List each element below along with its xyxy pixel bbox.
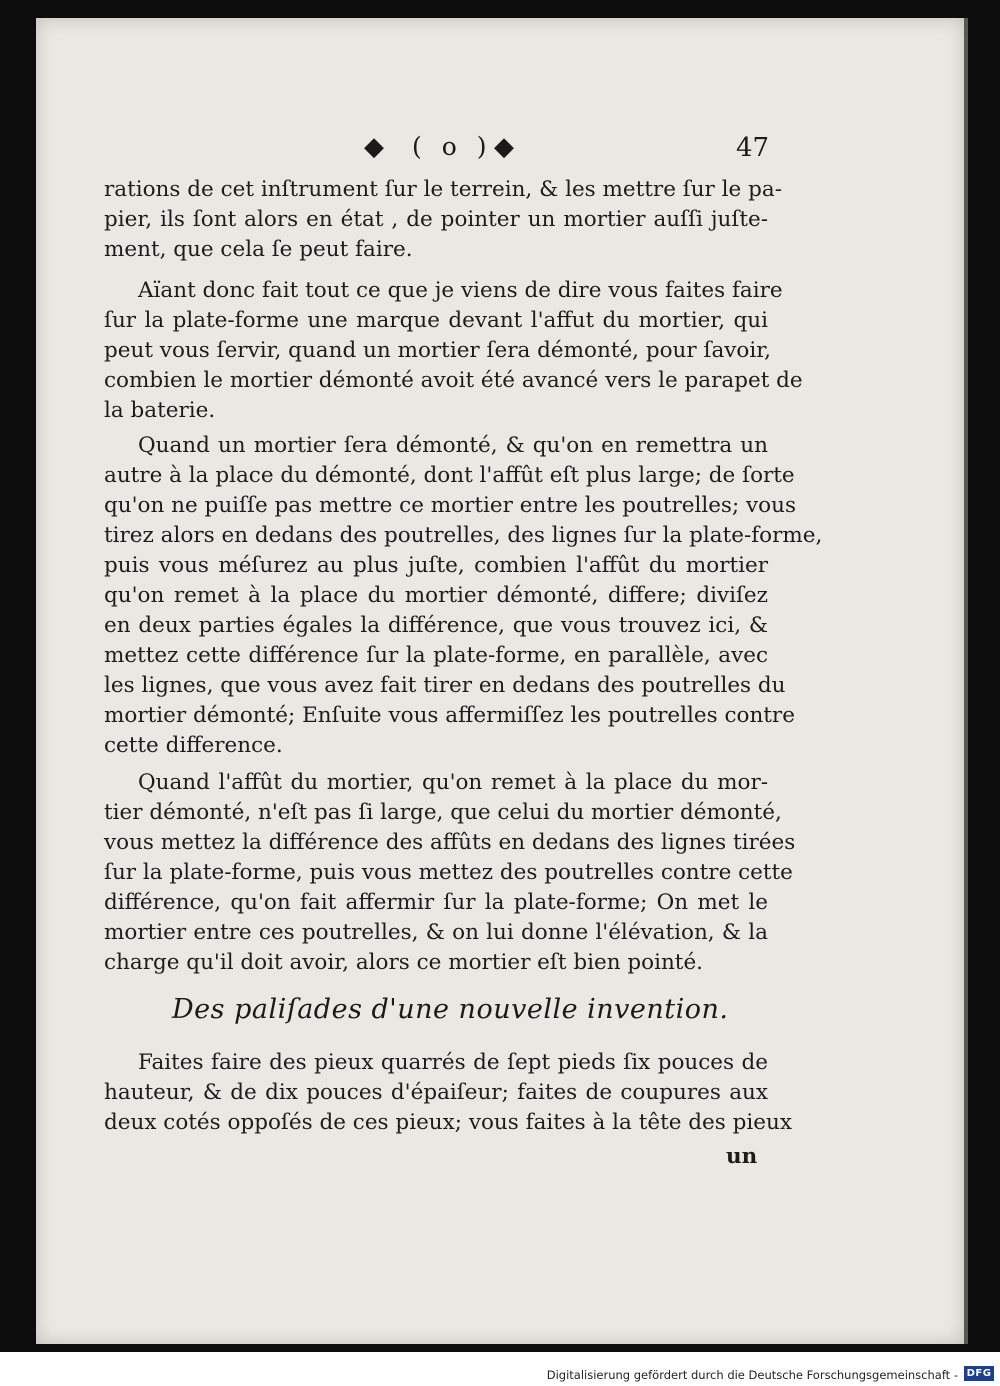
text-line: Faites faire des pieux quarrés de ſept pieds ſix pouces de bbox=[138, 1050, 768, 1075]
section-paragraph bbox=[104, 1048, 792, 1138]
text-line: mortier entre ces poutrelles, & on lui donne l'élévation, & la bbox=[104, 920, 768, 945]
text-line: combien le mortier démonté avoit été avancé vers le parapet de bbox=[104, 368, 803, 393]
text-line: ſur la plate-forme, puis vous mettez des poutrelles contre cette bbox=[104, 860, 793, 885]
ornament-right: ◆ bbox=[494, 132, 514, 162]
ornament-left: ◆ bbox=[364, 132, 384, 162]
text-line: autre à la place du démonté, dont l'affût eſt plus large; de ſorte bbox=[104, 463, 795, 488]
text-line: la baterie. bbox=[104, 398, 216, 423]
dfg-logo-icon: DFG bbox=[964, 1366, 994, 1381]
header-title: ( o ) bbox=[412, 132, 493, 161]
text-line: vous mettez la différence des affûts en dedans des lignes tirées bbox=[104, 830, 796, 855]
page-edge bbox=[964, 18, 968, 1344]
text-line: peut vous ſervir, quand un mortier ſera démonté, pour ſavoir, bbox=[104, 338, 772, 363]
text-line: en deux parties égales la différence, que vous trouvez ici, & bbox=[104, 613, 768, 638]
catchword: un bbox=[726, 1144, 758, 1169]
section-heading: Des paliſades d'une nouvelle invention. bbox=[172, 994, 729, 1025]
text-line: charge qu'il doit avoir, alors ce mortier eſt bien pointé. bbox=[104, 950, 704, 975]
text-line: Quand l'affût du mortier, qu'on remet à la place du mor- bbox=[138, 770, 768, 795]
running-header bbox=[36, 132, 964, 172]
text-line: deux cotés oppoſés de ces pieux; vous faites à la tête des pieux bbox=[104, 1110, 792, 1135]
text-line: les lignes, que vous avez fait tirer en dedans des poutrelles du bbox=[104, 673, 786, 698]
text-line: Quand un mortier ſera démonté, & qu'on en remettra un bbox=[138, 433, 768, 458]
text-line: ſur la plate-forme une marque devant l'affut du mortier, qui bbox=[104, 308, 768, 333]
text-line: tirez alors en dedans des poutrelles, des lignes ſur la plate-forme, bbox=[104, 523, 823, 548]
text-line: ment, que cela ſe peut faire. bbox=[104, 237, 413, 262]
page-number: 47 bbox=[736, 133, 770, 163]
text-line: différence, qu'on fait affermir ſur la plate-forme; On met le bbox=[104, 890, 768, 915]
text-line: mettez cette différence ſur la plate-forme, en parallèle, avec bbox=[104, 643, 768, 668]
footer-bar bbox=[0, 1352, 1000, 1386]
text-line: qu'on remet à la place du mortier démonté, differe; diviſez bbox=[104, 583, 768, 608]
text-line: rations de cet inſtrument ſur le terrein, & les mettre ſur le pa- bbox=[104, 177, 782, 202]
funding-credit: Digitalisierung gefördert durch die Deutsche Forschungsgemeinschaft - bbox=[546, 1368, 958, 1382]
book-page bbox=[36, 18, 964, 1344]
text-line: tier démonté, n'eſt pas ſi large, que celui du mortier démonté, bbox=[104, 800, 782, 825]
text-line: mortier démonté; Enſuite vous affermiſſez les poutrelles contre bbox=[104, 703, 795, 728]
text-line: Aïant donc fait tout ce que je viens de dire vous faites faire bbox=[138, 278, 783, 303]
paragraph-1 bbox=[104, 175, 782, 265]
text-line: cette difference. bbox=[104, 733, 283, 758]
text-line: qu'on ne puiſſe pas mettre ce mortier entre les poutrelles; vous bbox=[104, 493, 797, 518]
text-line: hauteur, & de dix pouces d'épaiſeur; faites de coupures aux bbox=[104, 1080, 768, 1105]
paragraph-3 bbox=[104, 431, 823, 761]
paragraph-4 bbox=[104, 768, 796, 978]
text-line: pier, ils ſont alors en état , de pointer un mortier auſſi juſte- bbox=[104, 207, 768, 232]
text-line: puis vous méſurez au plus juſte, combien l'affût du mortier bbox=[104, 553, 768, 578]
paragraph-2 bbox=[104, 276, 803, 426]
